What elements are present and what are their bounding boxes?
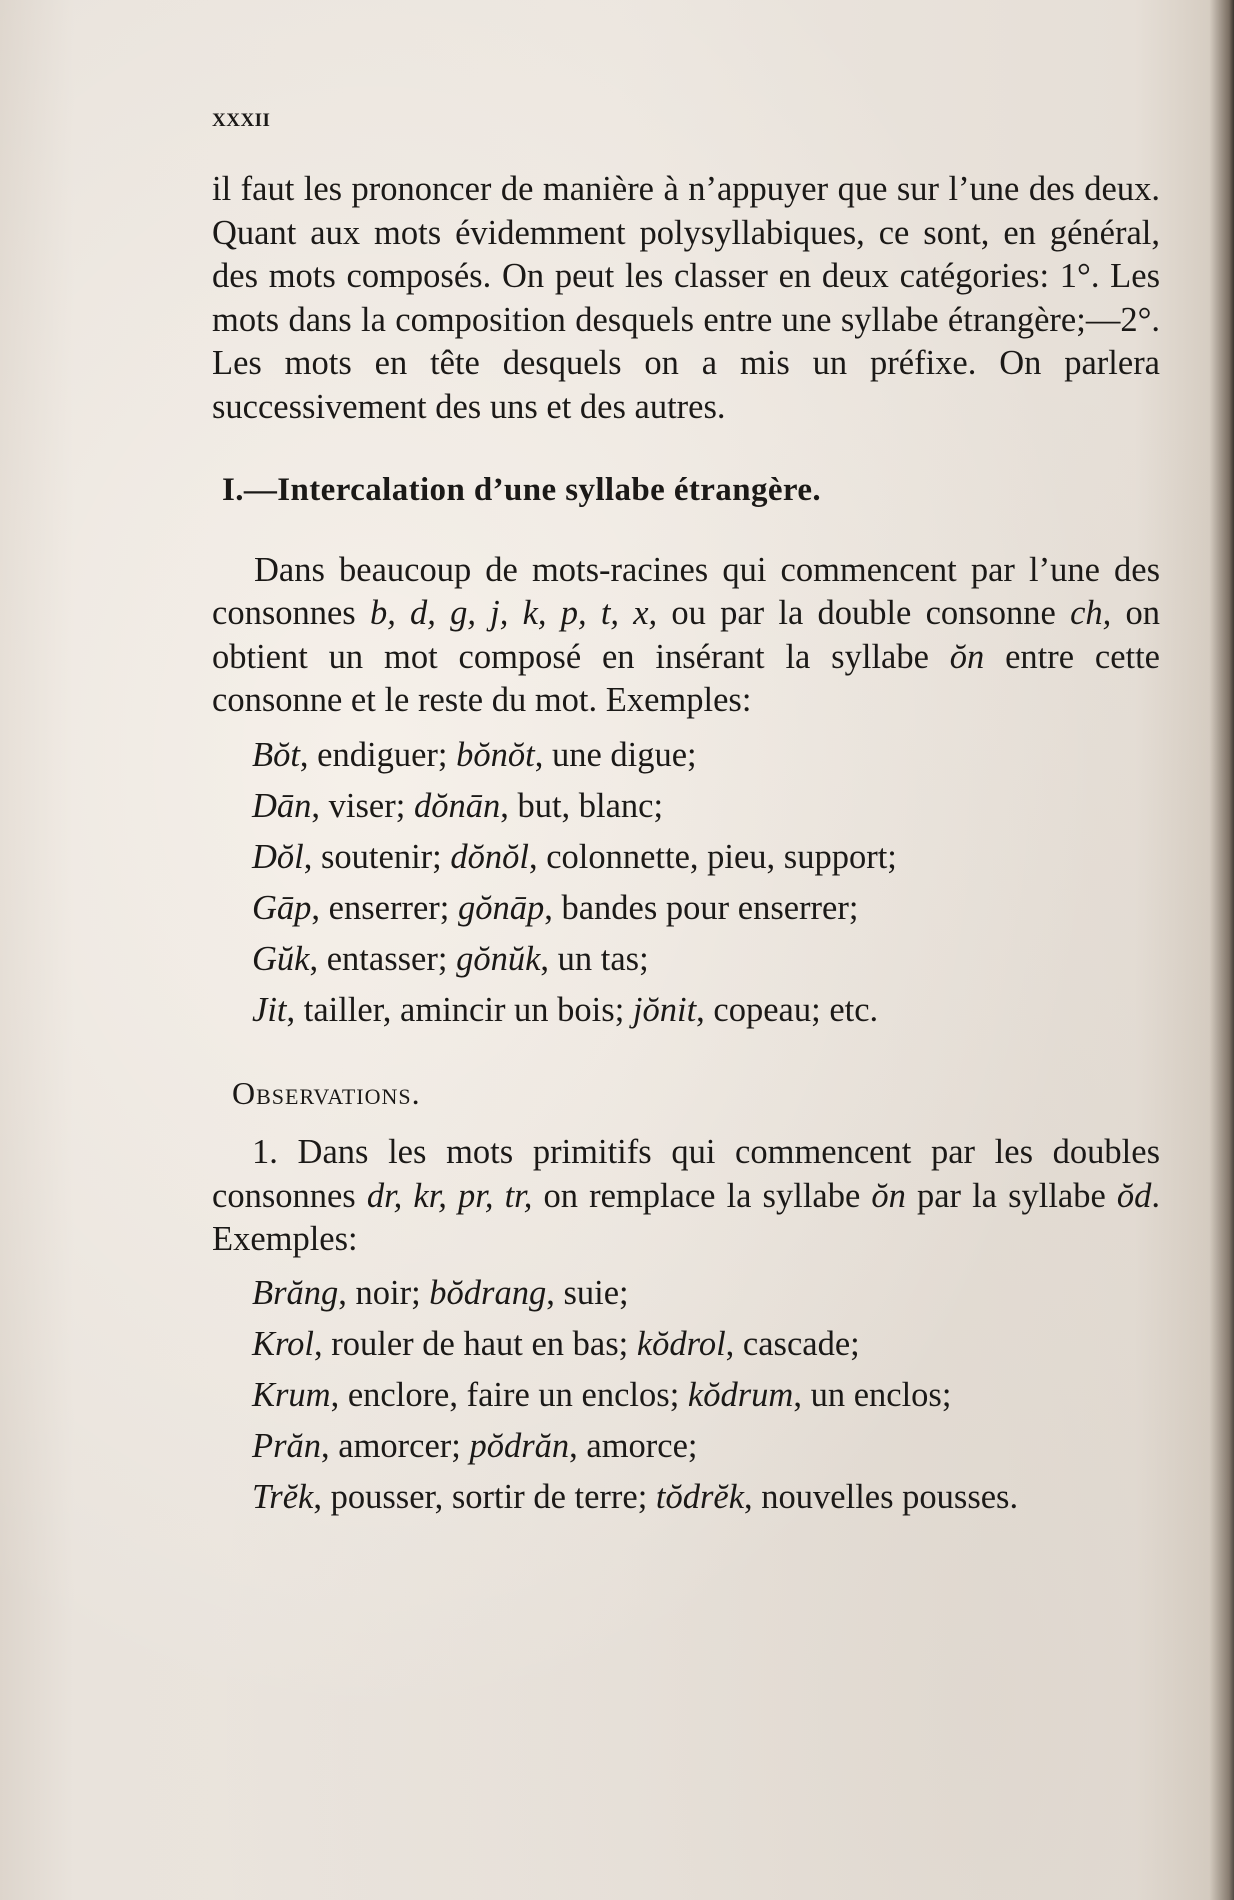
example-entry	[212, 730, 1160, 781]
example-entry	[212, 1472, 1160, 1515]
root-word: Gāp	[252, 888, 312, 927]
compound-definition: , une digue;	[534, 735, 697, 774]
observations-heading: Observations.	[232, 1074, 421, 1111]
text-run: on remplace la syllabe	[532, 1176, 872, 1215]
root-word: Jit	[252, 990, 287, 1029]
root-word: Dān	[252, 786, 312, 825]
new-syllable: ŏd	[1116, 1176, 1152, 1215]
consonant-list: dr, kr, pr, tr,	[366, 1176, 533, 1215]
compound-word: bŏnŏt	[456, 735, 535, 774]
root-definition: , rouler de haut en bas;	[314, 1324, 637, 1363]
section-heading: I.—Intercalation d’une syllabe étrangère.	[222, 472, 822, 508]
root-definition: , enclore, faire un enclos;	[330, 1375, 688, 1414]
compound-definition: , suie;	[546, 1273, 629, 1312]
text-run: ou par la double consonne	[657, 594, 1071, 632]
compound-word: dŏnŏl	[450, 837, 529, 876]
compound-word: jŏnit	[632, 990, 697, 1029]
text-run: par la syllabe	[905, 1176, 1117, 1215]
compound-definition: , un tas;	[540, 939, 649, 978]
root-definition: , pousser, sortir de terre;	[313, 1477, 656, 1516]
rule-paragraph	[212, 549, 1160, 723]
observation-examples-list	[212, 1268, 1160, 1515]
compound-definition: , but, blanc;	[500, 786, 664, 825]
root-definition: , noir;	[338, 1273, 430, 1312]
example-entry	[212, 985, 1160, 1036]
root-word: Prăn	[252, 1426, 321, 1465]
root-definition: , viser;	[311, 786, 414, 825]
compound-word: pŏdrăn	[469, 1426, 570, 1465]
example-entry	[212, 1319, 1160, 1370]
text-run: . Exemples:	[212, 1176, 1161, 1258]
text-run: Dans beaucoup de mots-racines qui commencent par l’une des consonnes	[212, 550, 1160, 632]
compound-word: tŏdrĕk	[655, 1477, 745, 1516]
root-definition: , tailler, amincir un bois;	[286, 990, 633, 1029]
text-run: on obtient un mot composé en insérant la syllabe	[212, 594, 1161, 676]
root-definition: , enserrer;	[311, 888, 458, 927]
example-entry	[212, 832, 1160, 883]
compound-word: kŏdrum	[687, 1375, 794, 1414]
root-word: Dŏl	[252, 837, 304, 876]
inserted-syllable: ŏn	[949, 637, 985, 676]
compound-definition: , bandes pour enserrer;	[544, 888, 859, 927]
compound-definition: , copeau; etc.	[696, 990, 879, 1029]
root-definition: , soutenir;	[303, 837, 451, 876]
example-entry	[212, 1268, 1160, 1319]
root-definition: , entasser;	[309, 939, 457, 978]
text-run: entre cette consonne et le reste du mot. Exemples:	[212, 637, 1160, 719]
examples-list	[212, 730, 1160, 1036]
compound-word: dŏnān	[413, 786, 501, 825]
old-syllable: ŏn	[871, 1176, 906, 1215]
compound-word: kŏdrol	[636, 1324, 726, 1363]
double-consonant: ch,	[1070, 594, 1112, 632]
example-entry-text	[212, 1477, 1160, 1516]
root-word: Trĕk	[252, 1477, 314, 1516]
consonant-list: b, d, g, j, k, p, t, x,	[369, 594, 658, 632]
page-body	[212, 168, 1160, 1515]
page-number: xxxii	[212, 102, 271, 132]
compound-definition: , nouvelles pousses.	[744, 1477, 1019, 1516]
compound-definition: , colonnette, pieu, support;	[528, 837, 897, 876]
compound-definition: , un enclos;	[793, 1375, 952, 1414]
observation-number: 1.	[252, 1133, 278, 1171]
example-entry	[212, 934, 1160, 985]
compound-word: bŏdrang	[429, 1273, 547, 1312]
example-entry	[212, 1370, 1160, 1421]
root-definition: , endiguer;	[299, 735, 457, 774]
compound-definition: , amorce;	[569, 1426, 698, 1465]
compound-word: gŏnāp	[457, 888, 545, 927]
root-definition: , amorcer;	[321, 1426, 470, 1465]
intro-paragraph: il faut les prononcer de manière à n’appuyer que sur l’une des deux. Quant aux mots évidemment polysyllabiques, ce sont, en général, des mots composés. On peut les classer en deux catégories: 1°. Les mots dans la composition desquels entre une syllabe étrangère;—2°. Les mots en tête desquels on a mis un préfixe. On parlera successivement des uns et des autres.	[212, 170, 1160, 426]
observation-paragraph	[212, 1131, 1160, 1262]
root-word: Krum	[252, 1375, 331, 1414]
root-word: Brăng	[252, 1273, 339, 1312]
text-run: Dans les mots primitifs qui commencent par les doubles consonnes	[212, 1133, 1160, 1215]
compound-word: gŏnŭk	[456, 939, 541, 978]
root-word: Bŏt	[252, 735, 300, 774]
example-entry	[212, 883, 1160, 934]
example-entry	[212, 1421, 1160, 1472]
example-entry	[212, 781, 1160, 832]
root-word: Gŭk	[252, 939, 310, 978]
root-word: Krol	[252, 1324, 314, 1363]
compound-definition: , cascade;	[725, 1324, 860, 1363]
